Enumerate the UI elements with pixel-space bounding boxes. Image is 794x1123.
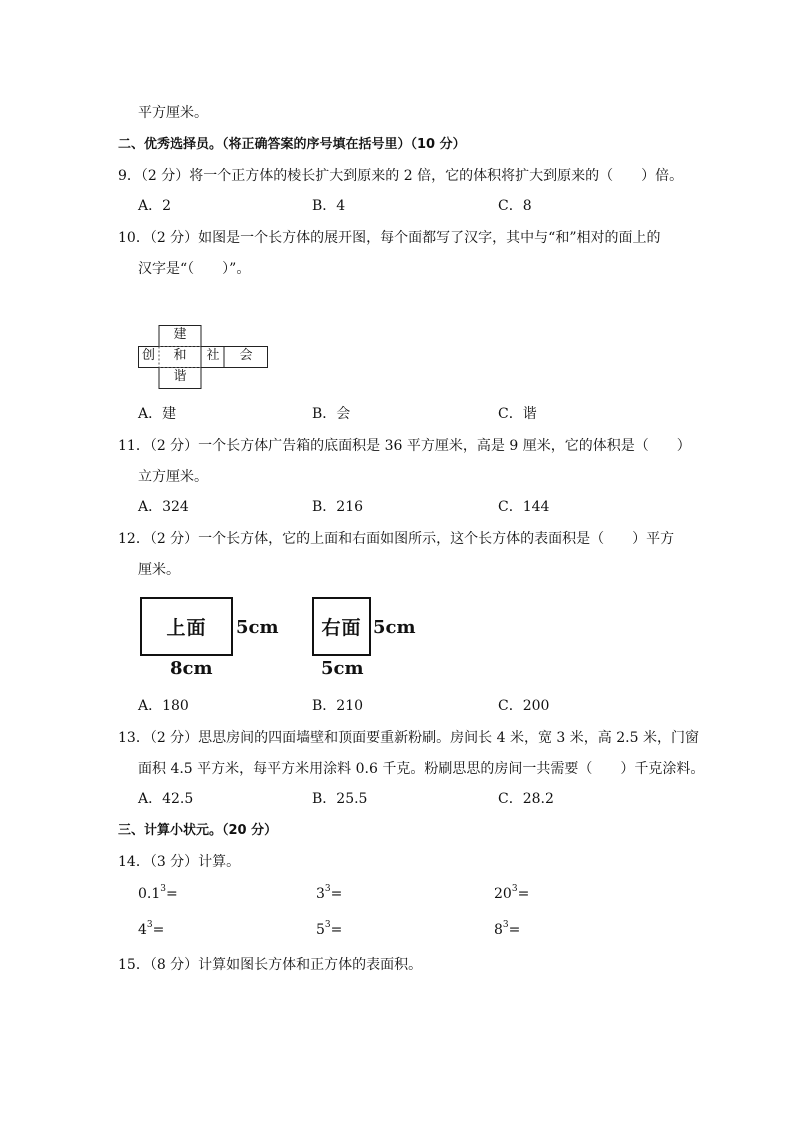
calc-base: 20 (494, 886, 512, 902)
top-face-side-length: 5cm (236, 617, 279, 638)
calc-exponent: 3 (324, 920, 331, 930)
right-face-bottom-length: 5cm (321, 658, 364, 679)
calc-item (494, 920, 520, 940)
q12-option-b[interactable]: B．210 (312, 698, 364, 714)
net-face-center: 和 (173, 348, 187, 363)
q10-option-c[interactable]: C．谐 (498, 406, 537, 422)
section-3-title: 三、计算小状元。（20 分） (118, 823, 278, 838)
question-12-text-line2: 厘米。 (138, 562, 180, 578)
calc-equals: = (508, 922, 521, 938)
calc-base: 0.1 (138, 886, 161, 902)
previous-answer-tail: 平方厘米。 (138, 105, 208, 121)
right-face-side-length: 5cm (373, 617, 416, 638)
calc-base: 8 (494, 922, 503, 938)
net-face-right1: 社 (206, 348, 220, 363)
calc-base: 3 (316, 886, 325, 902)
question-14-text: 14．（3 分）计算。 (118, 854, 241, 870)
q9-option-b[interactable]: B．4 (312, 198, 346, 214)
top-face-bottom-length: 8cm (170, 658, 213, 679)
calc-exponent: 3 (502, 920, 509, 930)
cuboid-net-figure (138, 325, 268, 389)
calc-equals: = (517, 886, 530, 902)
top-face-label: 上面 (166, 617, 207, 639)
q10-option-b[interactable]: B．会 (312, 406, 351, 422)
calc-exponent: 3 (324, 884, 331, 894)
question-15-text: 15．（8 分）计算如图长方体和正方体的表面积。 (118, 957, 423, 973)
calc-base: 4 (138, 922, 147, 938)
calc-base: 5 (316, 922, 325, 938)
q12-option-c[interactable]: C．200 (498, 698, 550, 714)
calc-exponent: 3 (146, 920, 153, 930)
calc-equals: = (330, 922, 343, 938)
top-face-rectangle (140, 597, 233, 656)
q13-option-a[interactable]: A．42.5 (138, 791, 194, 807)
calc-equals: = (330, 886, 343, 902)
question-10-text-line1: 10．（2 分）如图是一个长方体的展开图，每个面都写了汉字，其中与“和”相对的面上的 (118, 230, 661, 246)
question-13-text-line1: 13．（2 分）思思房间的四面墙壁和顶面要重新粉刷。房间长 4 米，宽 3 米，高 2.5 米，门窗 (118, 730, 699, 746)
q9-option-c[interactable]: C．8 (498, 198, 532, 214)
calc-equals: = (152, 922, 165, 938)
net-face-right2: 会 (239, 348, 253, 363)
calc-exponent: 3 (511, 884, 518, 894)
q11-option-b[interactable]: B．216 (312, 499, 364, 515)
net-face-left: 创 (141, 348, 155, 363)
question-9-text: 9．（2 分）将一个正方体的棱长扩大到原来的 2 倍，它的体积将扩大到原来的（ ）倍。 (118, 168, 684, 184)
question-11-text-line2: 立方厘米。 (138, 469, 208, 485)
calc-item (316, 884, 342, 904)
section-2-title: 二、优秀选择员。（将正确答案的序号填在括号里）（10 分） (118, 137, 466, 152)
q12-option-a[interactable]: A．180 (138, 698, 189, 714)
question-10-text-line2: 汉字是“（ ）”。 (138, 261, 251, 277)
q11-option-a[interactable]: A．324 (138, 499, 189, 515)
calc-item (138, 884, 178, 904)
q11-option-c[interactable]: C．144 (498, 499, 550, 515)
question-13-text-line2: 面积 4.5 平方米，每平方米用涂料 0.6 千克。粉刷思思的房间一共需要（ ）千克涂料。 (138, 761, 705, 777)
net-face-bottom: 谐 (173, 369, 187, 384)
calc-item (494, 884, 529, 904)
q13-option-b[interactable]: B．25.5 (312, 791, 368, 807)
calc-item (316, 920, 342, 940)
right-face-rectangle (312, 597, 371, 656)
right-face-label: 右面 (321, 617, 362, 639)
calc-item (138, 920, 164, 940)
q10-option-a[interactable]: A．建 (138, 406, 177, 422)
calc-exponent: 3 (160, 884, 166, 894)
q9-option-a[interactable]: A．2 (138, 198, 172, 214)
calc-equals: = (166, 886, 178, 902)
q13-option-c[interactable]: C．28.2 (498, 791, 554, 807)
question-12-text-line1: 12．（2 分）一个长方体，它的上面和右面如图所示，这个长方体的表面积是（ ）平方 (118, 531, 675, 547)
net-face-top: 建 (173, 327, 187, 342)
question-11-text-line1: 11．（2 分）一个长方体广告箱的底面积是 36 平方厘米，高是 9 厘米，它的体积是（ ） (118, 438, 691, 454)
